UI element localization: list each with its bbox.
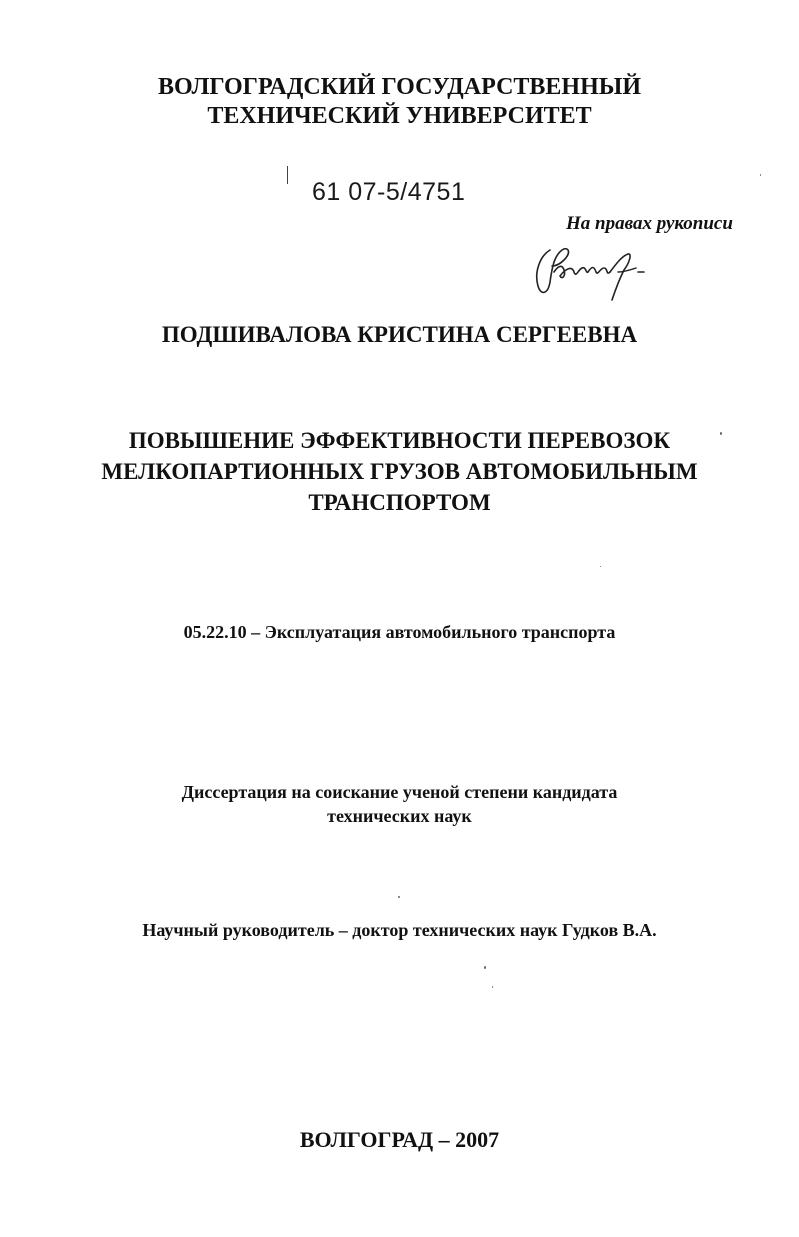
scan-speck [398,896,400,898]
degree-line-1: Диссертация на соискание ученой степени кандидата [181,782,618,802]
university-name-line-1: ВОЛГОГРАДСКИЙ ГОСУДАРСТВЕННЫЙ [157,74,642,100]
scan-speck [760,174,761,176]
scan-speck [492,986,493,988]
scan-speck [720,432,722,435]
dissertation-title-line-1: ПОВЫШЕНИЕ ЭФФЕКТИВНОСТИ ПЕРЕВОЗОК [128,428,671,453]
library-stamp-code: 61 07-5/4751 [312,178,466,206]
dissertation-title-line-2: МЕЛКОПАРТИОННЫХ ГРУЗОВ АВТОМОБИЛЬНЫМ [101,459,698,484]
city-year: ВОЛГОГРАД – 2007 [299,1127,500,1152]
university-name-line-2: ТЕХНИЧЕСКИЙ УНИВЕРСИТЕТ [207,103,592,129]
scientific-advisor: Научный руководитель – доктор технических наук Гудков В.А. [142,920,657,940]
scan-speck [484,966,486,969]
signature-icon [532,242,652,304]
degree-line-2: технических наук [327,806,472,826]
author-name: ПОДШИВАЛОВА КРИСТИНА СЕРГЕЕВНА [161,322,638,347]
specialty-code: 05.22.10 – Эксплуатация автомобильного транспорта [183,622,616,642]
dissertation-title-line-3: ТРАНСПОРТОМ [308,490,491,515]
stamp-mark [287,166,288,184]
scan-speck [600,566,601,567]
manuscript-rights-label: На правах рукописи [566,213,733,234]
